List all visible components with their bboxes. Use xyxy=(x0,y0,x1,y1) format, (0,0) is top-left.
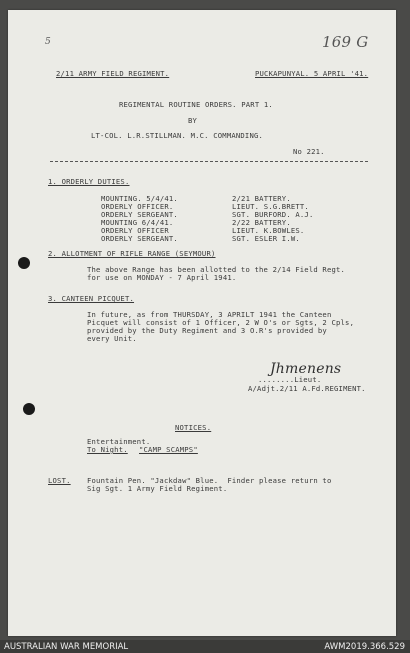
entertainment-title: "CAMP SCAMPS" xyxy=(139,445,198,454)
orders-title: REGIMENTAL ROUTINE ORDERS. PART 1. xyxy=(119,100,273,109)
header-divider xyxy=(50,161,368,162)
duty-row-value: SGT. BURFORD. A.J. xyxy=(232,210,314,219)
lost-label: LOST. xyxy=(48,476,71,485)
commanding-officer: LT-COL. L.R.STILLMAN. M.C. COMMANDING. xyxy=(91,131,264,140)
margin-mark: 5 xyxy=(45,37,51,47)
punch-hole xyxy=(18,257,30,269)
section-3-heading: 3. CANTEEN PICQUET. xyxy=(48,294,135,303)
section-3-line: every Unit. xyxy=(87,334,137,343)
place-date-header: PUCKAPUNYAL. 5 APRIL '41. xyxy=(255,69,369,78)
signature-rank: ........Lieut. xyxy=(258,375,322,384)
duty-row-label: ORDERLY OFFICER xyxy=(101,226,169,235)
duty-row-value: LIEUT. S.G.BRETT. xyxy=(232,202,309,211)
order-number: No 221. xyxy=(293,147,325,156)
notices-heading: NOTICES. xyxy=(175,423,212,432)
duty-row-label: ORDERLY SERGEANT. xyxy=(101,234,178,243)
section-2-line: The above Range has been allotted to the 2/14 Field Regt. xyxy=(87,265,346,274)
punch-hole xyxy=(23,403,35,415)
lost-notice-line: Fountain Pen. "Jackdaw" Blue. Finder please return to xyxy=(87,476,332,485)
signature: Jhmenens xyxy=(270,361,342,377)
duty-row-value: LIEUT. K.BOWLES. xyxy=(232,226,305,235)
document-page xyxy=(8,10,396,636)
duty-row-label: MOUNTING 6/4/41. xyxy=(101,218,174,227)
entertainment-when: To Night. xyxy=(87,445,128,454)
unit-header: 2/11 ARMY FIELD REGIMENT. xyxy=(56,69,170,78)
orders-by: BY xyxy=(188,116,198,125)
duty-row-label: MOUNTING. 5/4/41. xyxy=(101,194,178,203)
section-2-heading: 2. ALLOTMENT OF RIFLE RANGE (SEYMOUR) xyxy=(48,249,216,258)
section-3-line: provided by the Duty Regiment and 3 O.R's provided by xyxy=(87,326,327,335)
duty-row-label: ORDERLY SERGEANT. xyxy=(101,210,178,219)
archive-name: AUSTRALIAN WAR MEMORIAL xyxy=(4,642,129,652)
lost-notice-line: Sig Sgt. 1 Army Field Regiment. xyxy=(87,484,228,493)
page-number-annotation: 169 G xyxy=(322,33,369,51)
section-1-heading: 1. ORDERLY DUTIES. xyxy=(48,177,130,186)
duty-row-value: SGT. ESLER I.W. xyxy=(232,234,300,243)
archive-footer xyxy=(0,640,410,653)
duty-row-label: ORDERLY OFFICER. xyxy=(101,202,174,211)
duty-row-value: 2/22 BATTERY. xyxy=(232,218,291,227)
section-2-line: for use on MONDAY - 7 April 1941. xyxy=(87,273,237,282)
duty-row-value: 2/21 BATTERY. xyxy=(232,194,291,203)
signature-title: A/Adjt.2/11 A.Fd.REGIMENT. xyxy=(248,384,366,393)
entertainment-label: Entertainment. xyxy=(87,437,151,446)
archive-reference: AWM2019.366.529 xyxy=(324,642,405,652)
section-3-line: In future, as from THURSDAY, 3 APRILT 1941 the Canteen xyxy=(87,310,332,319)
section-3-line: Picquet will consist of 1 Officer, 2 W O's or Sgts, 2 Cpls, xyxy=(87,318,355,327)
